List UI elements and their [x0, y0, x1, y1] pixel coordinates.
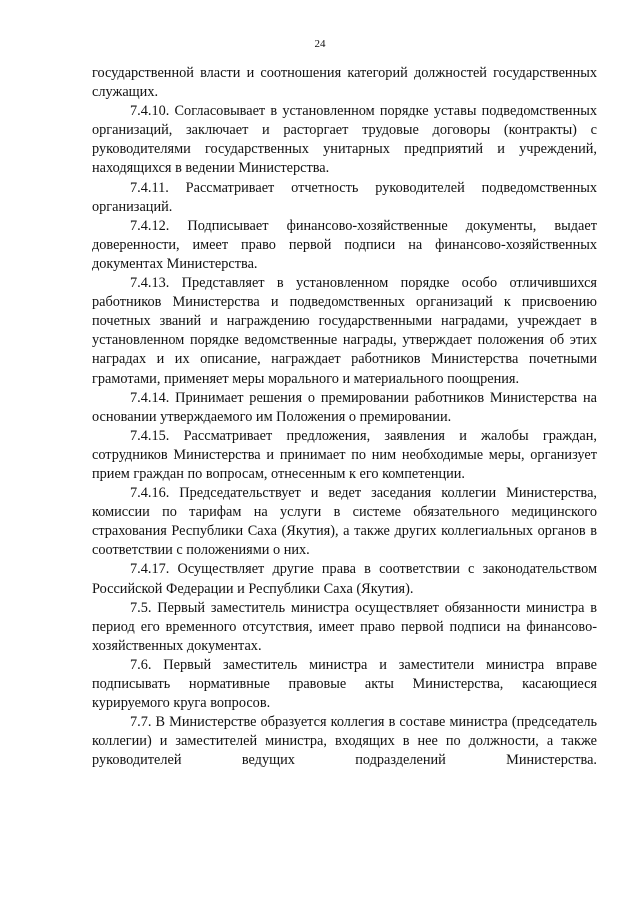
- paragraph-continuation: государственной власти и соотношения категорий должностей государственных служащих.: [92, 65, 597, 101]
- paragraph-7-4-17: 7.4.17. Осуществляет другие права в соответствии с законодательством Российской Федерации и Республики Саха (Якутия).: [92, 561, 597, 597]
- document-body: [92, 64, 597, 770]
- paragraph-7-4-11: 7.4.11. Рассматривает отчетность руководителей подведомственных организаций.: [92, 179, 597, 215]
- paragraph-7-4-12: 7.4.12. Подписывает финансово-хозяйственные документы, выдает доверенности, имеет право первой подписи на финансово-хозяйственных документах Министерства.: [92, 217, 597, 272]
- paragraph-7-4-13: 7.4.13. Представляет в установленном порядке особо отличившихся работников Министерства и подведомственных организаций к присвоению почетных званий и награждению государственными наградами, учреждает в установленном порядке ведомственные награды, утверждает положения об этих наградах и их описание, награждает работников Министерства почетными грамотами, применяет меры морального и материального поощрения.: [92, 275, 597, 387]
- paragraph-7-4-10: 7.4.10. Согласовывает в установленном порядке уставы подведомственных организаций, заключает и расторгает трудовые договоры (контракты) с руководителями государственных унитарных предприятий и учреждений, находящихся в ведении Министерства.: [92, 103, 597, 177]
- paragraph-7-7: 7.7. В Министерстве образуется коллегия в составе министра (председатель коллегии) и заместителей министра, входящих в нее по должности, а также руководителей ведущих подразделений Министерства.: [92, 714, 597, 769]
- paragraph-7-4-16: 7.4.16. Председательствует и ведет заседания коллегии Министерства, комиссии по тарифам на услуги в системе обязательного медицинского страхования Республики Саха (Якутия), а также других коллегиальных органов в соответствии с положениями о них.: [92, 485, 597, 559]
- page-number: 24: [314, 38, 326, 50]
- paragraph-7-6: 7.6. Первый заместитель министра и заместители министра вправе подписывать нормативные правовые акты Министерства, касающиеся курируемого круга вопросов.: [92, 656, 597, 712]
- paragraph-7-4-14: 7.4.14. Принимает решения о премировании работников Министерства на основании утверждаемого им Положения о премировании.: [92, 389, 597, 425]
- paragraph-7-5: 7.5. Первый заместитель министра осуществляет обязанности министра в период его временного отсутствия, имеет право первой подписи на финансово-хозяйственных документах.: [92, 599, 597, 654]
- paragraph-7-4-15: 7.4.15. Рассматривает предложения, заявления и жалобы граждан, сотрудников Министерства и принимает по ним необходимые меры, организует прием граждан по вопросам, отнесенным к его компетенции.: [92, 427, 597, 482]
